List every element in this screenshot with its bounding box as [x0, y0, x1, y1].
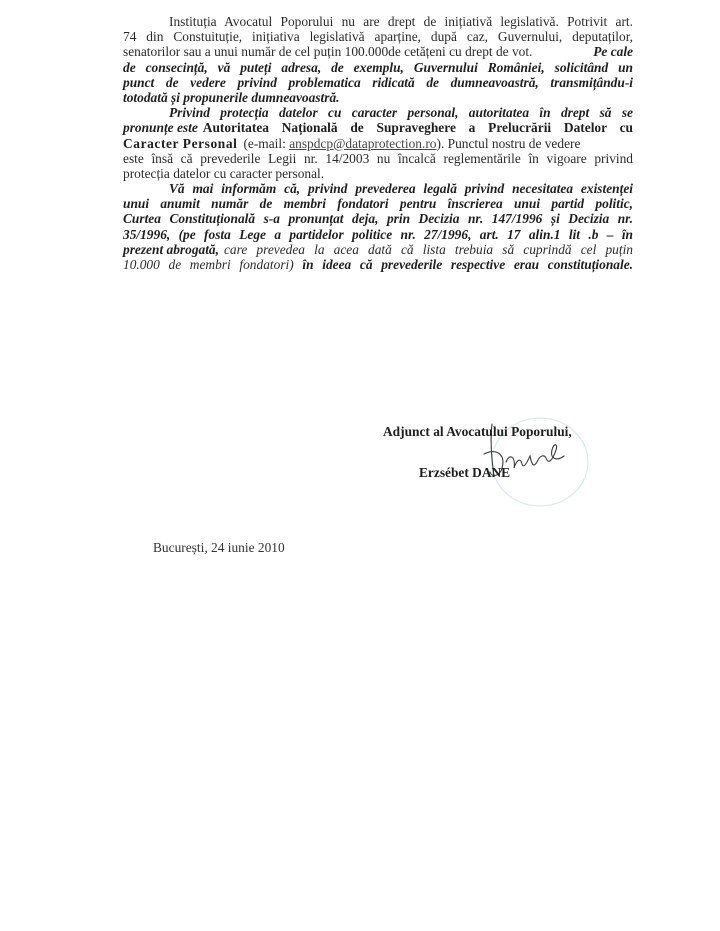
- letter-body: [123, 14, 633, 272]
- paragraph-1-line-5: punct de vedere privind problematica ridicată de dumneavoastră, transmițându-i: [123, 74, 633, 90]
- paragraph-2-line-3: [123, 136, 633, 151]
- paragraph-3-line-5-italic: care prevedea la acea dată că lista trebuia să cuprindă cel puțin: [223, 241, 633, 257]
- paragraph-1-line-3: [123, 44, 633, 59]
- email-link[interactable]: anspdcp@dataprotection.ro: [289, 135, 437, 151]
- paragraph-3-line-4: 35/1996, (pe fosta Lege a partidelor politice nr. 27/1996, art. 17 alin.1 lit .b – în: [123, 226, 633, 242]
- paragraph-1-line-4: de consecință, vă puteți adresa, de exemplu, Guvernului României, solicitând un: [123, 59, 633, 75]
- signatory-title: Adjunct al Avocatului Poporului,: [383, 424, 572, 439]
- paragraph-3-line-3: Curtea Constituțională s-a pronunțat deja, prin Decizia nr. 147/1996 și Decizia nr.: [123, 211, 633, 227]
- paragraph-3-line-5-bold: prezent abrogată,: [123, 241, 219, 257]
- paragraph-3-line-6-italic: 10.000 de membri fondatori): [123, 257, 294, 272]
- paragraph-1-line-3-plain: senatorilor sau a unui număr de cel puțin 100.000de cetățeni cu drept de vot.: [123, 44, 533, 60]
- paragraph-3-line-1: Vă mai informăm că, privind prevederea legală privind necesitatea existenței: [169, 181, 633, 197]
- authority-name: Autoritatea Națională de Supraveghere a Prelucrării Datelor cu: [202, 120, 633, 136]
- paragraph-2-line-2: [123, 120, 633, 135]
- paragraph-1-line-2: 74 din Constuituție, inițiativa legislativă aparține, după caz, Guvernului, deputaților,: [123, 29, 633, 45]
- paragraph-1-line-6: totodată și propunerile dumneavoastră.: [123, 89, 340, 105]
- authority-name-cont: Caracter Personal: [123, 135, 238, 151]
- paragraph-2-line-4: este însă că prevederile Legii nr. 14/2003 nu încalcă reglementările în vigoare privind: [123, 150, 633, 166]
- paragraph-2-line-2-emphasis: pronunțe este: [123, 120, 198, 136]
- paragraph-3-line-6: [123, 257, 633, 272]
- paragraph-1-line-3-emphasis: Pe cale: [593, 44, 633, 60]
- paragraph-1-line-1: Instituția Avocatul Poporului nu are drept de inițiativă legislativă. Potrivit art.: [169, 14, 633, 29]
- email-prefix: (e-mail:: [243, 135, 286, 151]
- paragraph-3-line-6-bold: în ideea că prevederile respective erau constituționale.: [302, 257, 633, 272]
- paragraph-3-line-2: unui anumit număr de membri fondatori pentru înscrierea unui partid politic,: [123, 196, 633, 212]
- date-line: București, 24 iunie 2010: [153, 540, 285, 555]
- email-suffix: ). Punctul nostru de vedere: [436, 135, 581, 151]
- email-text: [243, 136, 633, 151]
- paragraph-2-line-5: protecția datelor cu caracter personal.: [123, 165, 325, 181]
- paragraph-3-line-5: [123, 242, 633, 257]
- signatory-name: Erzsébet DANE: [419, 465, 511, 480]
- paragraph-2-line-1: Privind protecția datelor cu caracter personal, autoritatea în drept să se: [169, 105, 633, 121]
